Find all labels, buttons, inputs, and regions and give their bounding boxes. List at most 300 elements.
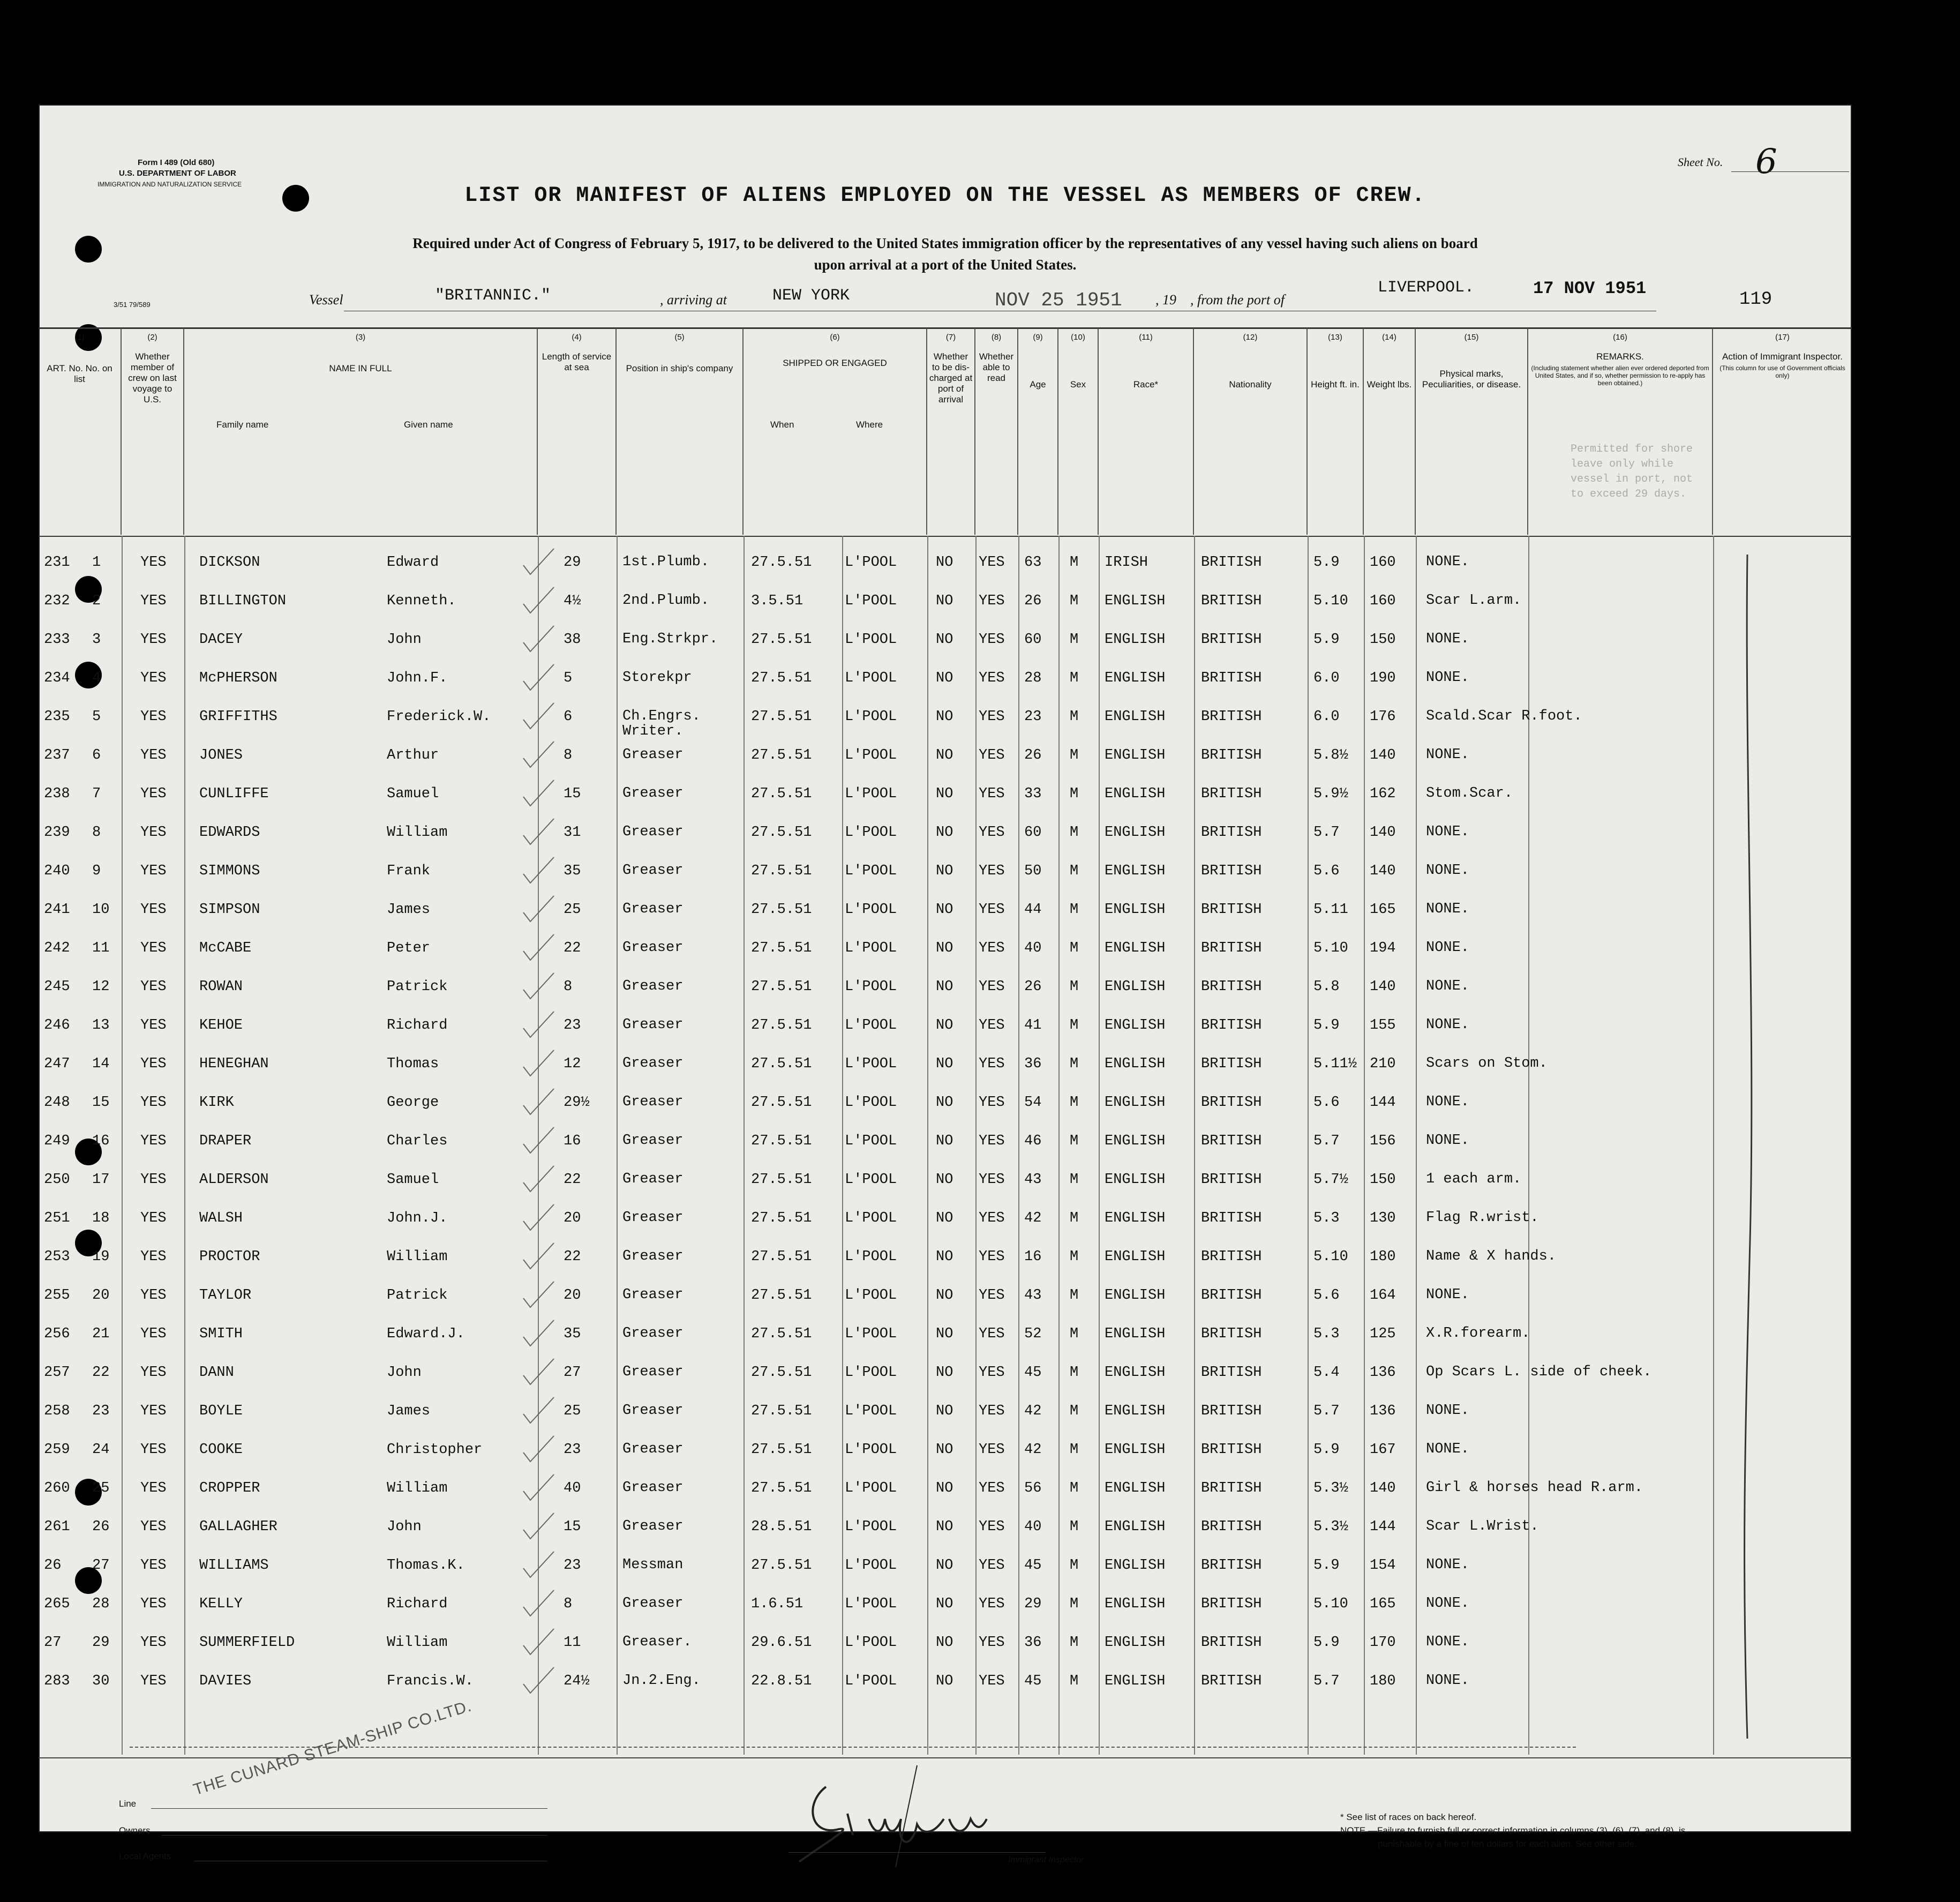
list-number-cell: 5	[92, 709, 101, 725]
discharged-cell: NO	[936, 1056, 953, 1072]
age-cell: 60	[1024, 632, 1042, 648]
list-number-cell: 21	[92, 1326, 110, 1342]
height-cell: 5.6	[1313, 1095, 1340, 1111]
shipped-when-cell: 27.5.51	[751, 670, 812, 686]
age-cell: 52	[1024, 1326, 1042, 1342]
sea-service-cell: 29½	[564, 1095, 590, 1111]
age-cell: 44	[1024, 902, 1042, 918]
weight-cell: 125	[1370, 1326, 1396, 1342]
checkmark-icon	[521, 1318, 558, 1350]
physical-marks-cell: NONE.	[1426, 1403, 1470, 1419]
given-name-cell: Samuel	[387, 1172, 439, 1188]
able-to-read-cell: YES	[979, 1287, 1005, 1304]
sex-cell: M	[1070, 940, 1079, 956]
vessel-name: "BRITANNIC."	[435, 287, 551, 305]
shipped-when-cell: 27.5.51	[751, 1480, 812, 1496]
nationality-cell: BRITISH	[1201, 1056, 1262, 1072]
physical-marks-cell: Flag R.wrist.	[1426, 1210, 1539, 1226]
art-number-cell: 249	[44, 1133, 70, 1149]
sex-cell: M	[1070, 902, 1079, 918]
able-to-read-cell: YES	[979, 1596, 1005, 1612]
family-name-cell: JONES	[199, 747, 243, 763]
able-to-read-cell: YES	[979, 1210, 1005, 1226]
art-number-cell: 247	[44, 1056, 70, 1072]
shipped-when-cell: 27.5.51	[751, 1557, 812, 1574]
race-cell: ENGLISH	[1105, 1287, 1166, 1304]
owners-label: Owners	[119, 1825, 151, 1836]
last-voyage-cell: YES	[140, 709, 167, 725]
weight-cell: 140	[1370, 1480, 1396, 1496]
age-cell: 42	[1024, 1442, 1042, 1458]
checkmark-icon	[521, 1665, 558, 1697]
table-row	[39, 1056, 1852, 1094]
family-name-cell: ROWAN	[199, 979, 243, 995]
physical-marks-cell: NONE.	[1426, 1441, 1470, 1457]
art-number-cell: 233	[44, 632, 70, 648]
given-name-cell: William	[387, 825, 448, 841]
family-name-cell: DAVIES	[199, 1673, 252, 1689]
position-cell: Greaser	[622, 1441, 684, 1457]
department: U.S. DEPARTMENT OF LABOR	[119, 169, 236, 178]
position-cell: Greaser	[622, 1017, 684, 1033]
given-name-cell: Patrick	[387, 1287, 448, 1304]
given-name-cell: Kenneth.	[387, 593, 456, 609]
list-number-cell: 13	[92, 1017, 110, 1034]
art-number-cell: 265	[44, 1596, 70, 1612]
able-to-read-cell: YES	[979, 555, 1005, 571]
physical-marks-cell: X.R.forearm.	[1426, 1326, 1530, 1342]
sex-cell: M	[1070, 593, 1079, 609]
last-voyage-cell: YES	[140, 825, 167, 841]
able-to-read-cell: YES	[979, 1403, 1005, 1419]
age-cell: 43	[1024, 1172, 1042, 1188]
discharged-cell: NO	[936, 1133, 953, 1149]
list-number-cell: 14	[92, 1056, 110, 1072]
art-number-cell: 237	[44, 747, 70, 763]
nationality-cell: BRITISH	[1201, 1635, 1262, 1651]
shipped-when-cell: 27.5.51	[751, 1095, 812, 1111]
discharged-cell: NO	[936, 940, 953, 956]
family-name-cell: HENEGHAN	[199, 1056, 269, 1072]
age-cell: 26	[1024, 979, 1042, 995]
position-cell: Greaser	[622, 863, 684, 879]
physical-marks-cell: NONE.	[1426, 631, 1470, 647]
height-cell: 5.10	[1313, 940, 1348, 956]
list-number-cell: 25	[92, 1480, 110, 1496]
last-voyage-cell: YES	[140, 1172, 167, 1188]
checkmark-icon	[521, 585, 558, 617]
able-to-read-cell: YES	[979, 1635, 1005, 1651]
checkmark-icon	[521, 1164, 558, 1196]
sea-service-cell: 20	[564, 1210, 581, 1226]
sea-service-cell: 8	[564, 1596, 573, 1612]
given-name-cell: George	[387, 1095, 439, 1111]
height-cell: 5.9	[1313, 1017, 1340, 1034]
table-row	[39, 632, 1852, 669]
age-cell: 42	[1024, 1210, 1042, 1226]
list-number-cell: 1	[92, 555, 101, 571]
shipped-where-cell: L'POOL	[845, 555, 897, 571]
shipped-where-cell: L'POOL	[845, 1056, 897, 1072]
age-cell: 45	[1024, 1673, 1042, 1689]
shipped-when-cell: 29.6.51	[751, 1635, 812, 1651]
checkmark-icon	[521, 1125, 558, 1157]
nationality-cell: BRITISH	[1201, 940, 1262, 956]
height-cell: 5.9	[1313, 1557, 1340, 1574]
arriving-label: , arriving at	[660, 292, 727, 308]
last-voyage-cell: YES	[140, 1442, 167, 1458]
inspector-signature	[788, 1755, 1035, 1873]
list-number-cell: 20	[92, 1287, 110, 1304]
table-row	[39, 593, 1852, 631]
family-name-cell: GALLAGHER	[199, 1519, 277, 1535]
company-stamp: THE CUNARD STEAM-SHIP CO.LTD.	[191, 1697, 474, 1799]
family-name-cell: COOKE	[199, 1442, 243, 1458]
line-rule	[151, 1808, 547, 1809]
position-cell: Greaser	[622, 1133, 684, 1149]
list-number-cell: 18	[92, 1210, 110, 1226]
able-to-read-cell: YES	[979, 940, 1005, 956]
sea-service-cell: 23	[564, 1557, 581, 1574]
art-number-cell: 240	[44, 863, 70, 879]
weight-cell: 176	[1370, 709, 1396, 725]
nationality-cell: BRITISH	[1201, 863, 1262, 879]
weight-cell: 162	[1370, 786, 1396, 802]
age-cell: 40	[1024, 1519, 1042, 1535]
given-name-cell: Thomas.K.	[387, 1557, 465, 1574]
sex-cell: M	[1070, 747, 1079, 763]
height-cell: 5.8½	[1313, 747, 1348, 763]
shipped-when-cell: 27.5.51	[751, 1017, 812, 1034]
weight-cell: 130	[1370, 1210, 1396, 1226]
shipped-where-cell: L'POOL	[845, 1326, 897, 1342]
service: IMMIGRATION AND NATURALIZATION SERVICE	[97, 181, 242, 188]
given-name-cell: William	[387, 1249, 448, 1265]
sex-cell: M	[1070, 1365, 1079, 1381]
last-voyage-cell: YES	[140, 1403, 167, 1419]
checkmark-icon	[521, 1549, 558, 1582]
given-name-cell: Edward	[387, 555, 439, 571]
physical-marks-cell: NONE.	[1426, 1673, 1470, 1689]
race-cell: ENGLISH	[1105, 940, 1166, 956]
sheet-rule	[1731, 171, 1849, 172]
art-number-cell: 255	[44, 1287, 70, 1304]
last-voyage-cell: YES	[140, 1133, 167, 1149]
shipped-when-cell: 27.5.51	[751, 825, 812, 841]
arrival-date-stamp: NOV 25 1951	[995, 289, 1122, 311]
weight-cell: 194	[1370, 940, 1396, 956]
shipped-when-cell: 27.5.51	[751, 940, 812, 956]
discharged-cell: NO	[936, 1365, 953, 1381]
nationality-cell: BRITISH	[1201, 979, 1262, 995]
age-cell: 45	[1024, 1365, 1042, 1381]
shipped-when-cell: 27.5.51	[751, 1442, 812, 1458]
sex-cell: M	[1070, 632, 1079, 648]
discharged-cell: NO	[936, 1287, 953, 1304]
art-number-cell: 231	[44, 555, 70, 571]
inspector-rule	[788, 1852, 1046, 1853]
table-row	[39, 709, 1852, 746]
sex-cell: M	[1070, 1056, 1079, 1072]
race-cell: ENGLISH	[1105, 1480, 1166, 1496]
physical-marks-cell: Scar L.Wrist.	[1426, 1518, 1539, 1534]
note-line-1: NOTE.—Failure to furnish full or correct information in columns (3), (6), (7), and (8), is	[1340, 1825, 1686, 1836]
last-voyage-cell: YES	[140, 632, 167, 648]
art-number-cell: 251	[44, 1210, 70, 1226]
position-cell: 2nd.Plumb.	[622, 593, 710, 609]
shipped-where-cell: L'POOL	[845, 825, 897, 841]
given-name-cell: John	[387, 632, 422, 648]
physical-marks-cell: Stom.Scar.	[1426, 785, 1513, 802]
shipped-when-cell: 27.5.51	[751, 632, 812, 648]
physical-marks-cell: NONE.	[1426, 1557, 1470, 1573]
age-cell: 33	[1024, 786, 1042, 802]
last-voyage-cell: YES	[140, 1365, 167, 1381]
sea-service-cell: 23	[564, 1442, 581, 1458]
physical-marks-cell: NONE.	[1426, 747, 1470, 763]
family-name-cell: BOYLE	[199, 1403, 243, 1419]
nationality-cell: BRITISH	[1201, 1403, 1262, 1419]
able-to-read-cell: YES	[979, 902, 1005, 918]
table-row	[39, 1635, 1852, 1672]
last-voyage-cell: YES	[140, 1326, 167, 1342]
physical-marks-cell: Name & X hands.	[1426, 1248, 1557, 1264]
discharged-cell: NO	[936, 1635, 953, 1651]
checkmark-icon	[521, 1087, 558, 1119]
table-row	[39, 670, 1852, 708]
shipped-where-cell: L'POOL	[845, 1480, 897, 1496]
line-label: Line	[119, 1799, 137, 1809]
table-row	[39, 786, 1852, 823]
sex-cell: M	[1070, 1326, 1079, 1342]
race-cell: ENGLISH	[1105, 1095, 1166, 1111]
table-row	[39, 1249, 1852, 1286]
sea-service-cell: 22	[564, 1172, 581, 1188]
subtitle-line-1: Required under Act of Congress of February 5, 1917, to be delivered to the United States immigration officer by the representatives of any vessel having such aliens on board	[412, 235, 1478, 251]
nationality-cell: BRITISH	[1201, 1442, 1262, 1458]
physical-marks-cell: Op Scars L. side of cheek.	[1426, 1364, 1652, 1380]
discharged-cell: NO	[936, 825, 953, 841]
given-name-cell: Samuel	[387, 786, 439, 802]
discharged-cell: NO	[936, 1442, 953, 1458]
given-name-cell: Francis.W.	[387, 1673, 474, 1689]
col-header-3: (3) NAME IN FULL Family name Given name	[184, 328, 538, 535]
family-name-cell: DICKSON	[199, 555, 260, 571]
family-name-cell: McCABE	[199, 940, 252, 956]
col-header-5: (5) Position in ship's company	[617, 328, 744, 535]
able-to-read-cell: YES	[979, 747, 1005, 763]
height-cell: 5.3½	[1313, 1480, 1348, 1496]
shipped-where-cell: L'POOL	[845, 786, 897, 802]
table-row	[39, 1133, 1852, 1171]
art-number-cell: 27	[44, 1635, 62, 1651]
table-header-rule	[39, 536, 1852, 537]
family-name-cell: PROCTOR	[199, 1249, 260, 1265]
weight-cell: 150	[1370, 1172, 1396, 1188]
list-number-cell: 4	[92, 670, 101, 686]
able-to-read-cell: YES	[979, 1519, 1005, 1535]
nationality-cell: BRITISH	[1201, 1133, 1262, 1149]
shipped-when-cell: 1.6.51	[751, 1596, 803, 1612]
sea-service-cell: 15	[564, 786, 581, 802]
discharged-cell: NO	[936, 863, 953, 879]
depart-date-stamp: 17 NOV 1951	[1533, 279, 1647, 298]
sea-service-cell: 4½	[564, 593, 581, 609]
shipped-when-cell: 27.5.51	[751, 709, 812, 725]
list-number-cell: 6	[92, 747, 101, 763]
checkmark-icon	[521, 778, 558, 810]
art-number-cell: 256	[44, 1326, 70, 1342]
race-cell: ENGLISH	[1105, 747, 1166, 763]
position-cell: Greaser	[622, 978, 684, 994]
family-name-cell: DRAPER	[199, 1133, 252, 1149]
age-cell: 60	[1024, 825, 1042, 841]
nationality-cell: BRITISH	[1201, 632, 1262, 648]
shipped-when-cell: 27.5.51	[751, 1326, 812, 1342]
checkmark-icon	[521, 1472, 558, 1504]
physical-marks-cell: NONE.	[1426, 1094, 1470, 1110]
race-cell: ENGLISH	[1105, 1635, 1166, 1651]
shipped-where-cell: L'POOL	[845, 1673, 897, 1689]
position-cell: Greaser	[622, 1596, 684, 1612]
shipped-when-cell: 27.5.51	[751, 786, 812, 802]
age-cell: 43	[1024, 1287, 1042, 1304]
physical-marks-cell: NONE.	[1426, 940, 1470, 956]
given-name-cell: Charles	[387, 1133, 448, 1149]
table-row	[39, 747, 1852, 785]
given-name-cell: John.J.	[387, 1210, 448, 1226]
discharged-cell: NO	[936, 1326, 953, 1342]
sex-cell: M	[1070, 1596, 1079, 1612]
sea-service-cell: 25	[564, 1403, 581, 1419]
physical-marks-cell: NONE.	[1426, 901, 1470, 917]
list-number-cell: 29	[92, 1635, 110, 1651]
given-name-cell: John	[387, 1519, 422, 1535]
given-name-cell: Edward.J.	[387, 1326, 465, 1342]
weight-cell: 164	[1370, 1287, 1396, 1304]
family-name-cell: BILLINGTON	[199, 593, 287, 609]
sea-service-cell: 25	[564, 902, 581, 918]
shipped-where-cell: L'POOL	[845, 747, 897, 763]
able-to-read-cell: YES	[979, 1442, 1005, 1458]
age-cell: 46	[1024, 1133, 1042, 1149]
family-name-cell: DACEY	[199, 632, 243, 648]
given-name-cell: Peter	[387, 940, 431, 956]
height-cell: 5.7½	[1313, 1172, 1348, 1188]
able-to-read-cell: YES	[979, 825, 1005, 841]
art-number-cell: 258	[44, 1403, 70, 1419]
physical-marks-cell: NONE.	[1426, 554, 1470, 570]
remark-note: Permitted for shore leave only while vessel in port, not to exceed 29 days.	[1571, 443, 1693, 500]
table-row	[39, 979, 1852, 1016]
discharged-cell: NO	[936, 786, 953, 802]
age-cell: 26	[1024, 593, 1042, 609]
height-cell: 5.4	[1313, 1365, 1340, 1381]
last-voyage-cell: YES	[140, 593, 167, 609]
discharged-cell: NO	[936, 593, 953, 609]
last-voyage-cell: YES	[140, 1480, 167, 1496]
last-voyage-cell: YES	[140, 670, 167, 686]
col-header-4: (4) Length of service at sea	[538, 328, 617, 535]
form-number: Form I 489 (Old 680)	[138, 158, 215, 167]
page-title: LIST OR MANIFEST OF ALIENS EMPLOYED ON THE VESSEL AS MEMBERS OF CREW.	[464, 184, 1426, 208]
last-voyage-cell: YES	[140, 1596, 167, 1612]
family-name-cell: WALSH	[199, 1210, 243, 1226]
race-cell: ENGLISH	[1105, 825, 1166, 841]
family-name-cell: CROPPER	[199, 1480, 260, 1496]
col-header-1: (1) ART. No. No. on list	[39, 328, 122, 535]
sex-cell: M	[1070, 1249, 1079, 1265]
weight-cell: 165	[1370, 902, 1396, 918]
checkmark-icon	[521, 1279, 558, 1312]
shipped-when-cell: 27.5.51	[751, 747, 812, 763]
race-cell: ENGLISH	[1105, 902, 1166, 918]
shipped-where-cell: L'POOL	[845, 940, 897, 956]
race-cell: ENGLISH	[1105, 1557, 1166, 1574]
age-cell: 56	[1024, 1480, 1042, 1496]
position-cell: Greaser	[622, 940, 684, 956]
height-cell: 5.9	[1313, 555, 1340, 571]
checkmark-icon	[521, 1241, 558, 1273]
last-voyage-cell: YES	[140, 902, 167, 918]
given-name-cell: Frank	[387, 863, 431, 879]
discharged-cell: NO	[936, 979, 953, 995]
able-to-read-cell: YES	[979, 786, 1005, 802]
race-cell: ENGLISH	[1105, 1172, 1166, 1188]
family-name-cell: KIRK	[199, 1095, 234, 1111]
manifest-sheet	[39, 104, 1852, 1864]
last-voyage-cell: YES	[140, 979, 167, 995]
discharged-cell: NO	[936, 670, 953, 686]
last-voyage-cell: YES	[140, 1249, 167, 1265]
checkmark-icon	[521, 1627, 558, 1659]
sex-cell: M	[1070, 555, 1079, 571]
discharged-cell: NO	[936, 1480, 953, 1496]
table-row	[39, 1596, 1852, 1634]
physical-marks-cell: NONE.	[1426, 1017, 1470, 1033]
art-number-cell: 261	[44, 1519, 70, 1535]
position-cell: Greaser	[622, 747, 684, 763]
checkmark-icon	[521, 894, 558, 926]
shipped-where-cell: L'POOL	[845, 1287, 897, 1304]
height-cell: 5.7	[1313, 825, 1340, 841]
nationality-cell: BRITISH	[1201, 786, 1262, 802]
from-port-label: , from the port of	[1190, 292, 1285, 308]
col-header-2: (2) Whether member of crew on last voyage to U.S.	[122, 328, 184, 535]
shipped-where-cell: L'POOL	[845, 902, 897, 918]
col-header-8: (8) Whether able to read	[975, 328, 1018, 535]
sea-service-cell: 38	[564, 632, 581, 648]
sea-service-cell: 31	[564, 825, 581, 841]
inspector-label: Immigrant Inspector.	[1008, 1855, 1086, 1864]
position-cell: Greaser	[622, 1403, 684, 1419]
nationality-cell: BRITISH	[1201, 902, 1262, 918]
position-cell: Greaser	[622, 1055, 684, 1072]
sea-service-cell: 27	[564, 1365, 581, 1381]
age-cell: 36	[1024, 1635, 1042, 1651]
checkmark-icon	[521, 1434, 558, 1466]
race-cell: ENGLISH	[1105, 1249, 1166, 1265]
weight-cell: 180	[1370, 1673, 1396, 1689]
height-cell: 5.11½	[1313, 1056, 1357, 1072]
sea-service-cell: 29	[564, 555, 581, 571]
from-port: LIVERPOOL.	[1378, 279, 1475, 297]
age-cell: 23	[1024, 709, 1042, 725]
col-header-16: (16) REMARKS. (Including statement whether alien ever ordered deported from United States, and if so, whether permission to re-apply has been obtained.)	[1528, 328, 1713, 535]
position-cell: Greaser	[622, 1364, 684, 1380]
given-name-cell: Arthur	[387, 747, 439, 763]
table-row	[39, 1287, 1852, 1325]
